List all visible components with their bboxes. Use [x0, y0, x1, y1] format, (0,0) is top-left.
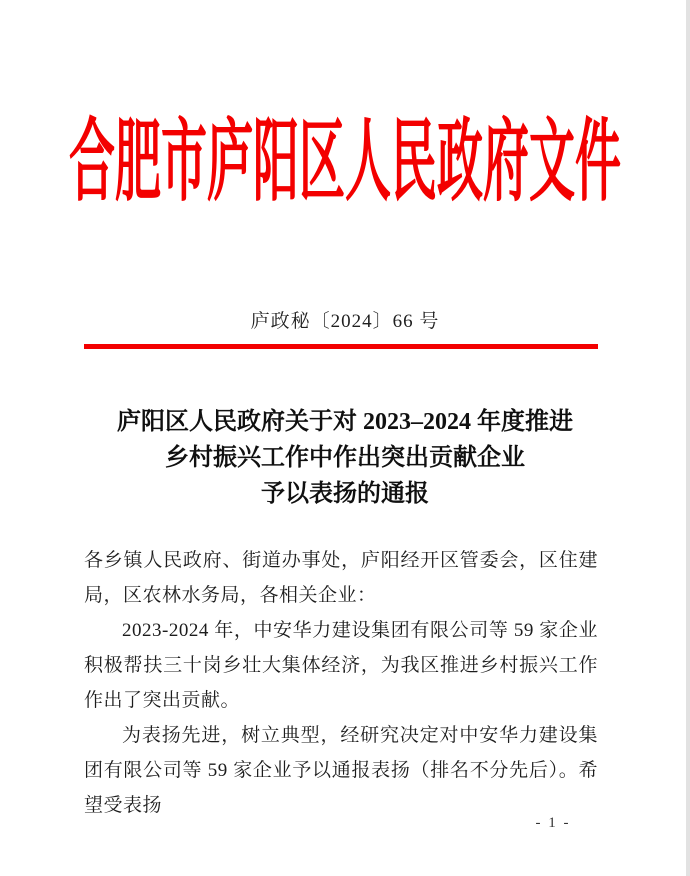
doc-number: 庐政秘〔2024〕66 号 — [250, 311, 440, 332]
right-edge-strip — [686, 0, 690, 876]
body-text — [84, 543, 598, 823]
body-paragraph: 各乡镇人民政府、街道办事处，庐阳经开区管委会，区住建局，区农林水务局，各相关企业： — [84, 550, 598, 606]
body-paragraph: 2023-2024 年，中安华力建设集团有限公司等 59 家企业积极帮扶三十岗乡壮大集体经济，为我区推进乡村振兴工作作出了突出贡献。 — [84, 620, 598, 711]
body-paragraph: 为表扬先进，树立典型，经研究决定对中安华力建设集团有限公司等 59 家企业予以通报表扬（排名不分先后）。希望受表扬 — [84, 725, 598, 816]
banner-title: 合肥市庐阳区人民政府文件 — [69, 112, 621, 212]
title-line: 乡村振兴工作中作出突出贡献企业 — [165, 445, 525, 471]
document-title — [0, 404, 690, 512]
red-divider — [84, 344, 598, 349]
title-line: 庐阳区人民政府关于对 2023–2024 年度推进 — [117, 409, 573, 435]
title-line: 予以表扬的通报 — [261, 481, 429, 507]
page-number: - 1 - — [535, 815, 571, 831]
